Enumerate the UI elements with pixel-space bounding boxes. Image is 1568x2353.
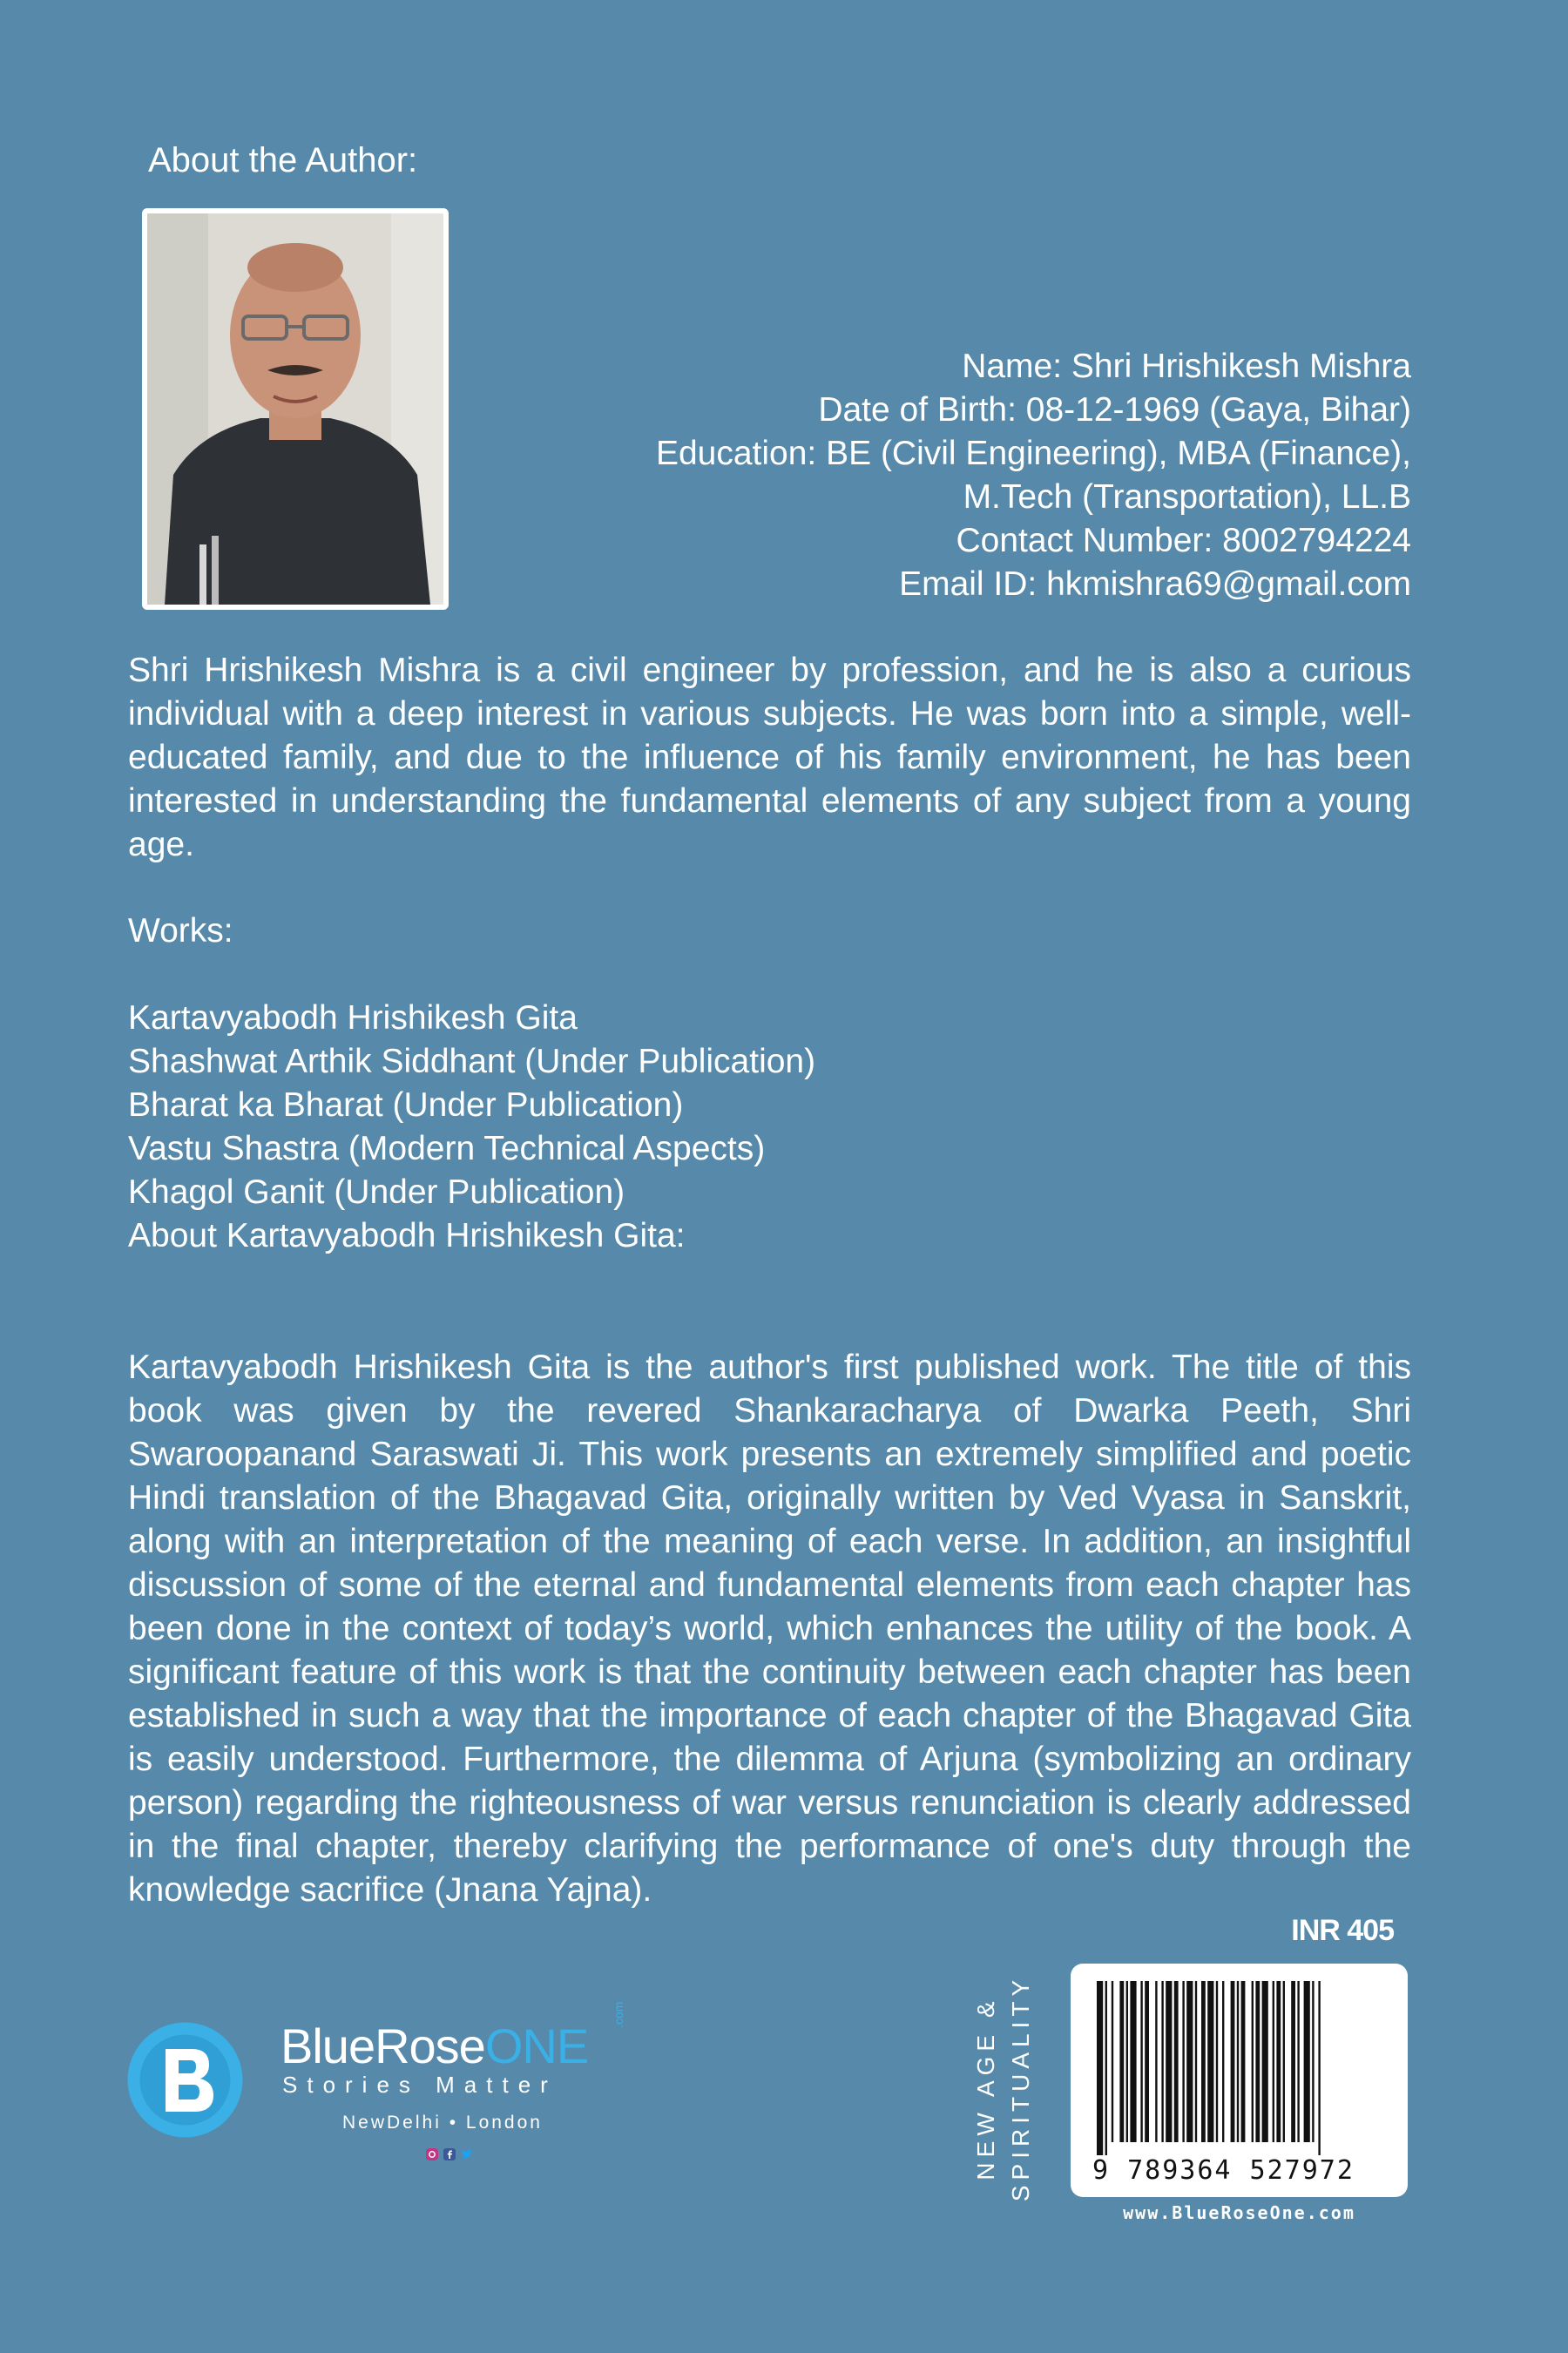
barcode-bar <box>1237 1981 1239 2142</box>
barcode-bar <box>1105 1981 1107 2155</box>
barcode-bar <box>1318 1981 1320 2155</box>
barcode-bar <box>1291 1981 1295 2142</box>
work-item: Shashwat Arthik Siddhant (Under Publication) <box>128 1043 816 1080</box>
barcode-bar <box>1216 1981 1218 2142</box>
barcode-bar <box>1201 1981 1206 2142</box>
barcode-bar <box>1112 1981 1113 2142</box>
about-author-heading: About the Author: <box>148 141 418 179</box>
barcode-bar <box>1119 1981 1124 2142</box>
barcode-bar <box>1276 1981 1281 2142</box>
publisher-name <box>280 2019 588 2073</box>
barcode-bars <box>1086 1981 1396 2164</box>
barcode-bar <box>1166 1981 1172 2142</box>
work-item: Kartavyabodh Hrishikesh Gita <box>128 999 578 1037</box>
barcode-bar <box>1283 1981 1285 2142</box>
barcode-bar <box>1231 1981 1235 2142</box>
publisher-tagline: Stories Matter <box>282 2072 558 2098</box>
author-email: Email ID: hkmishra69@gmail.com <box>899 565 1411 603</box>
barcode-bar <box>1097 1981 1103 2155</box>
about-book-heading: About Kartavyabodh Hrishikesh Gita: <box>128 1217 686 1254</box>
works-list <box>128 997 815 1214</box>
work-item: Bharat ka Bharat (Under Publication) <box>128 1086 684 1124</box>
author-contact: Contact Number: 8002794224 <box>956 522 1411 559</box>
author-name: Name: Shri Hrishikesh Mishra <box>962 348 1411 385</box>
works-heading: Works: <box>128 912 233 950</box>
barcode <box>1071 1964 1408 2197</box>
barcode-bar <box>1273 1981 1274 2142</box>
barcode-bar <box>1262 1981 1268 2142</box>
genre-label <box>969 1971 1051 2206</box>
publisher-dotcom: .com <box>612 2001 625 2028</box>
work-item: Khagol Ganit (Under Publication) <box>128 1173 625 1211</box>
barcode-bar <box>1182 1981 1184 2142</box>
barcode-bar <box>1297 1981 1299 2142</box>
isbn-number: 9 789364 527972 <box>1092 2155 1355 2186</box>
publisher-name-accent: ONE <box>484 2018 589 2073</box>
barcode-bar <box>1195 1981 1197 2142</box>
barcode-bar <box>1186 1981 1193 2142</box>
publisher-cities: NewDelhi • London <box>342 2113 543 2133</box>
barcode-bar <box>1312 1981 1314 2142</box>
barcode-bar <box>1155 1981 1157 2142</box>
author-photo <box>142 208 449 610</box>
instagram-icon[interactable] <box>425 2147 439 2161</box>
barcode-bar <box>1304 1981 1310 2142</box>
barcode-bar <box>1222 1981 1224 2142</box>
author-bio: Shri Hrishikesh Mishra is a civil engineer by profession, and he is also a curious individual with a deep interest in various subjects. He was born into a simple, well-educated family, and due to the influence of his family environment, he has been interested in understanding the fundamental elements of any subject from a young age. <box>128 652 1411 863</box>
publisher-name-main: BlueRose <box>280 2018 485 2073</box>
author-education-2: M.Tech (Transportation), LL.B <box>963 478 1411 516</box>
barcode-bar <box>1145 1981 1149 2142</box>
price-label: INR 405 <box>1291 1914 1394 1947</box>
barcode-bar <box>1140 1981 1142 2142</box>
social-icons <box>425 2147 474 2168</box>
author-education-1: Education: BE (Civil Engineering), MBA (Finance), <box>655 435 1411 472</box>
bluerose-logo-icon <box>126 2021 244 2139</box>
barcode-bar <box>1126 1981 1128 2142</box>
barcode-bar <box>1241 1981 1246 2142</box>
barcode-bar <box>1252 1981 1254 2142</box>
facebook-icon[interactable] <box>443 2147 456 2161</box>
barcode-bar <box>1255 1981 1260 2142</box>
twitter-icon[interactable] <box>460 2147 474 2161</box>
author-details <box>540 345 1411 606</box>
author-dob: Date of Birth: 08-12-1969 (Gaya, Bihar) <box>818 391 1411 429</box>
barcode-bar <box>1161 1981 1163 2142</box>
genre-text: NEW AGE & SPIRITUALITY <box>972 1974 1034 2202</box>
barcode-bar <box>1130 1981 1136 2142</box>
barcode-bar <box>1207 1981 1213 2142</box>
work-item: Vastu Shastra (Modern Technical Aspects) <box>128 1130 766 1167</box>
publisher-website[interactable]: www.BlueRoseOne.com <box>1123 2202 1355 2223</box>
book-description: Kartavyabodh Hrishikesh Gita is the author's first published work. The title of this book was given by the revered Shankaracharya of Dwarka Peeth, Shri Swaroopanand Saraswati Ji. This work presents an extremely simplified and poetic Hindi translation of the Bhagavad Gita, originally written by Ved Vyasa in Sanskrit, along with an interpretation of the meaning of each verse. In addition, an insightful discussion of some of the eternal and fundamental elements from each chapter has been done in the context of today’s world, which enhances the utility of the book. A significant feature of this work is that the continuity between each chapter has been established in such a way that the importance of each chapter of the Bhagavad Gita is easily understood. Furthermore, the dilemma of Arjuna (symbolizing an ordinary person) regarding the righteousness of war versus renunciation is clearly addressed in the final chapter, thereby clarifying the performance of one's duty through the knowledge sacrifice (Jnana Yajna). <box>128 1349 1411 1909</box>
barcode-bar <box>1174 1981 1179 2142</box>
